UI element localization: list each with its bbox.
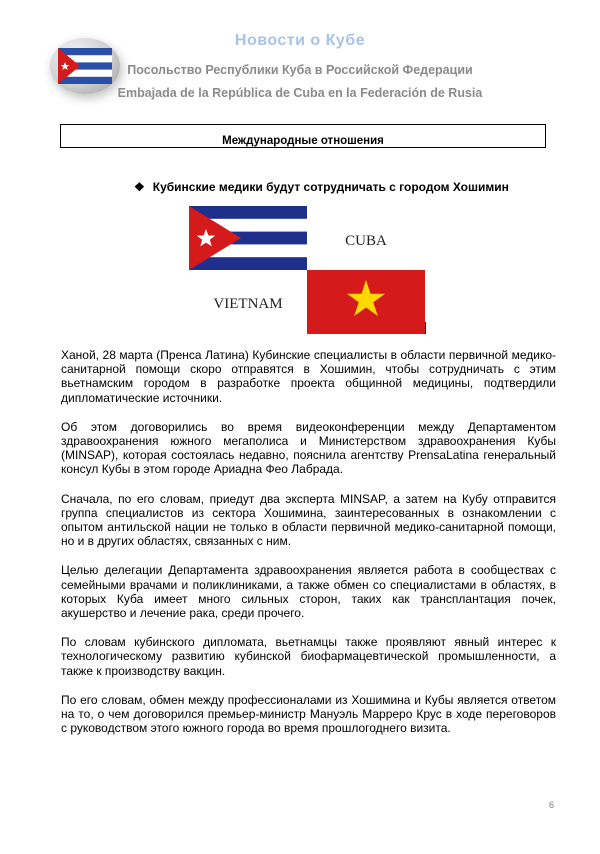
embassy-name-russian: Посольство Республики Куба в Российской Федерации [127,63,473,77]
section-heading-box [60,124,546,148]
page-number: 6 [549,800,555,810]
article-paragraph: Сначала, по его словам, приедут два эксперта MINSAP, а затем на Кубу отправится группа специалистов из сектора Хошимина, заинтересованных в ознакомлении с опытом антильской нации не только в области первичной медико-санитарной помощи, но и в других областях, связанных с ним. [61,491,556,549]
article-headline-text: Кубинские медики будут сотрудничать с городом Хошимин [152,180,509,194]
diamond-bullet-icon: ❖ [134,180,145,194]
article-paragraph: Об этом договорились во время видеоконференции между Департаментом здравоохранения южного мегаполиса и Министерством здравоохранения Кубы (MINSAP), которая состоялась недавно, пояснила агентству PrensaLatina генеральный консул Кубы в этом городе Ариадна Фео Лабрада. [61,419,556,477]
cuba-label: CUBA [345,233,387,249]
site-title: Новости о Кубе [234,32,366,49]
section-heading: Международные отношения [222,135,384,147]
article-paragraph: По словам кубинского дипломата, вьетнамцы также проявляют явный интерес к технологическому развитию кубинской биофармацевтической промышленности, а также к производству вакцин. [61,635,556,678]
article-headline [134,180,509,194]
cuba-vietnam-flags-image [189,206,425,334]
vietnam-label: VIETNAM [213,296,283,312]
cuba-flag [189,206,307,270]
article-paragraph: По его словам, обмен между профессионалами из Хошимина и Кубы является ответом на то, о чем договорился премьер-министр Мануэль Марреро Крус в ходе переговоров с руководством этого южного города во время прошлогоднего визита. [61,692,556,736]
text-cursor-mark [425,322,426,334]
vietnam-flag [307,270,425,334]
article-body [61,348,556,750]
embassy-name-spanish: Embajada de la República de Cuba en la Federación de Rusia [117,86,483,100]
article-paragraph: Целью делегации Департамента здравоохранения является работа в сообществах с семейными врачами и поликлиниками, а также обмен со специалистами в областях, в которых Куба имеет много сильных сторон, таких как трансплантация почек, акушерство и лечение рака, среди прочего. [61,563,556,621]
article-paragraph: Ханой, 28 марта (Пренса Латина) Кубинские специалисты в области первичной медико-санитарной помощи скоро отправятся в Хошимин, чтобы сотрудничать с этим вьетнамским городом в разработке проекта общинной медицины, подтвердили дипломатические источники. [61,348,556,405]
